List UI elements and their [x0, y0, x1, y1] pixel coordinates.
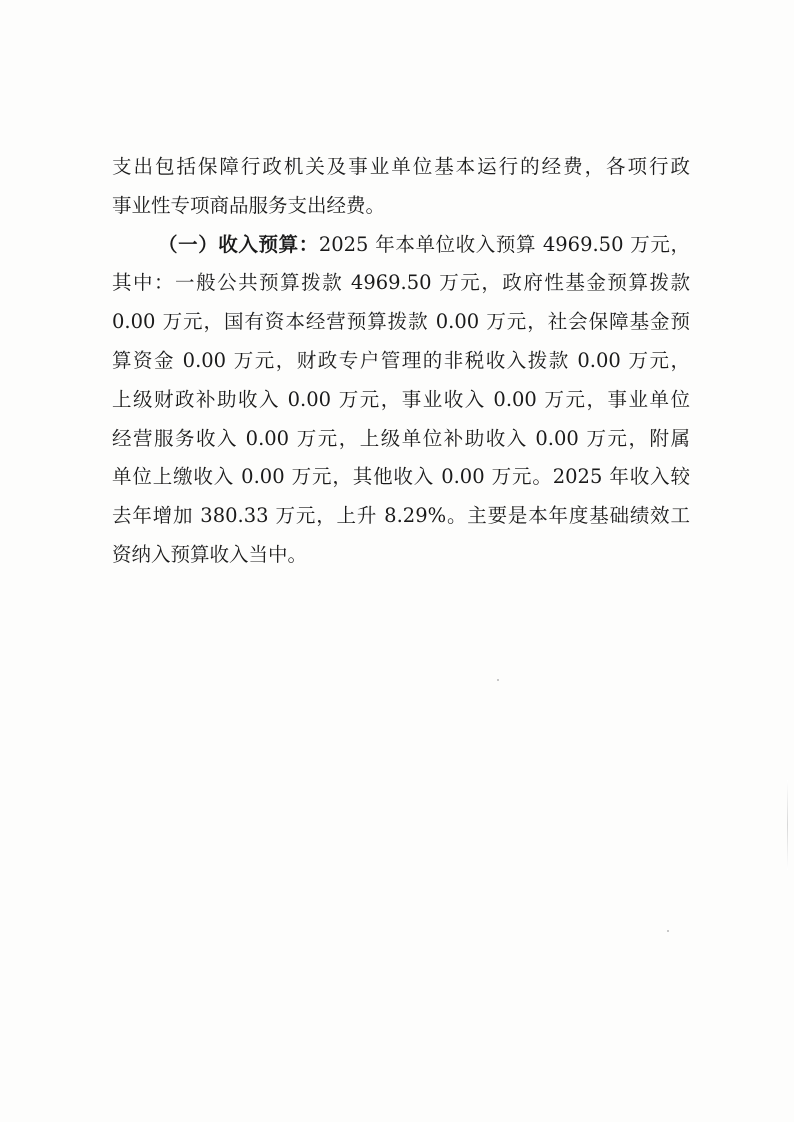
paragraph-line-4: 其中：一般公共预算拨款 4969.50 万元，政府性基金预算拨款 [112, 271, 690, 295]
scan-edge-mark [787, 780, 788, 870]
paragraph-line-2: 事业性专项商品服务支出经费。 [112, 193, 386, 217]
paragraph-line-1: 支出包括保障行政机关及事业单位基本运行的经费，各项行政 [112, 155, 690, 178]
paragraph-line-10: 去年增加 380.33 万元，上升 8.29%。主要是本年度基础绩效工 [112, 504, 690, 528]
scan-speck [497, 679, 499, 681]
paragraph-line-8: 经营服务收入 0.00 万元，上级单位补助收入 0.00 万元，附属 [112, 426, 690, 450]
paragraph-line-9: 单位上缴收入 0.00 万元，其他收入 0.00 万元。2025 年收入较 [112, 465, 690, 489]
section-intro: 2025 年本单位收入预算 4969.50 万元， [318, 232, 690, 256]
paragraph-line-11: 资纳入预算收入当中。 [112, 542, 308, 566]
document-body [112, 148, 690, 575]
scan-speck [667, 930, 669, 932]
section-first-line [112, 226, 690, 265]
paragraph-line-5: 0.00 万元，国有资本经营预算拨款 0.00 万元，社会保障基金预 [112, 310, 690, 334]
paragraph-line-7: 上级财政补助收入 0.00 万元，事业收入 0.00 万元，事业单位 [112, 387, 690, 411]
section-heading: （一）收入预算： [158, 232, 319, 256]
paragraph-line-6: 算资金 0.00 万元，财政专户管理的非税收入拨款 0.00 万元， [112, 348, 690, 372]
